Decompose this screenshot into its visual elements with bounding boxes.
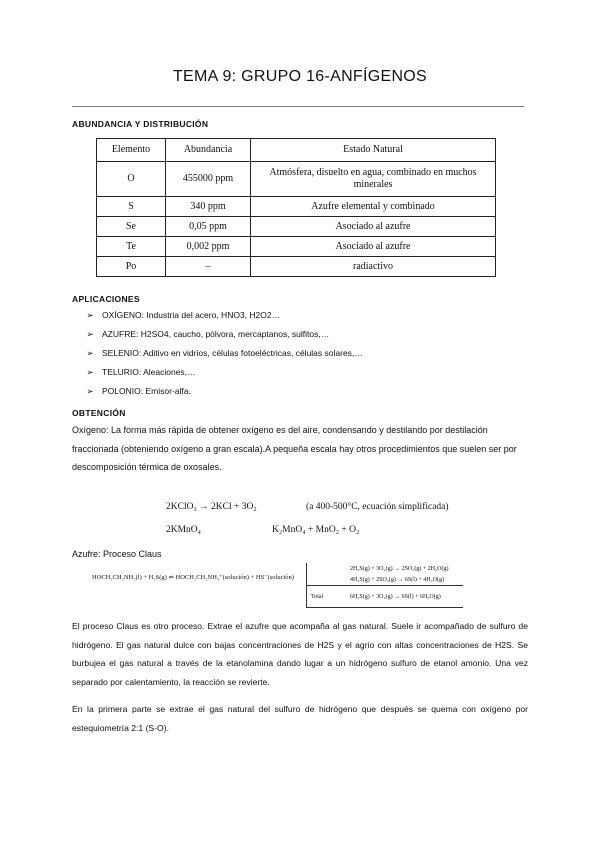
abundance-table bbox=[96, 138, 496, 277]
azufre-label: Azufre: Proceso Claus bbox=[72, 549, 162, 559]
cell-abundance: 455000 ppm bbox=[166, 162, 251, 197]
table-row bbox=[97, 237, 496, 257]
cell-abundance: 0,05 ppm bbox=[166, 217, 251, 237]
cell-element: Po bbox=[97, 257, 166, 277]
table-row bbox=[97, 162, 496, 197]
equation-kmno4-right: K₂MnO₄ + MnO₂ + O₂ bbox=[272, 525, 360, 535]
table-row bbox=[97, 257, 496, 277]
cell-element: O bbox=[97, 162, 166, 197]
arrow-bullet-icon: ➢ bbox=[86, 329, 94, 339]
cell-natural-state: Asociado al azufre bbox=[251, 217, 496, 237]
list-item-text: POLONIO: Emisor-alfa. bbox=[102, 386, 191, 396]
arrow-bullet-icon: ➢ bbox=[86, 348, 94, 358]
cell-natural-state: Azufre elemental y combinado bbox=[251, 197, 496, 217]
cell-element: S bbox=[97, 197, 166, 217]
abundancia-heading: ABUNDANCIA Y DISTRIBUCIÓN bbox=[72, 119, 209, 129]
obtencion-heading: OBTENCIÓN bbox=[72, 408, 126, 418]
header-abundancia: Abundancia bbox=[166, 139, 251, 162]
arrow-bullet-icon: ➢ bbox=[86, 386, 94, 396]
cell-element: Se bbox=[97, 217, 166, 237]
title-divider bbox=[72, 106, 524, 107]
arrow-bullet-icon: ➢ bbox=[86, 367, 94, 377]
aplicaciones-list bbox=[78, 309, 363, 404]
list-item bbox=[78, 366, 363, 385]
header-elemento: Elemento bbox=[97, 139, 166, 162]
cell-natural-state: radiactivo bbox=[251, 257, 496, 277]
aplicaciones-heading: APLICACIONES bbox=[72, 294, 140, 304]
cell-element: Te bbox=[97, 237, 166, 257]
claus-reaction-2: 4H₂S(g) + 2SO₂(g) → 6S(l) + 4H₂O(g) bbox=[350, 577, 445, 583]
cell-natural-state: Asociado al azufre bbox=[251, 237, 496, 257]
equation-kclo3-note: (a 400-500°C, ecuación simplificada) bbox=[306, 502, 449, 512]
list-item-text: OXÍGENO: Industria del acero, HNO3, H2O2… bbox=[102, 310, 281, 320]
cell-natural-state: Atmósfera, disuelto en agua, combinado en muchos minerales bbox=[251, 162, 496, 197]
list-item-text: AZUFRE: H2SO4, caucho, pólvora, mercaptanos, sulfitos,… bbox=[102, 329, 330, 339]
cell-abundance: 0,002 ppm bbox=[166, 237, 251, 257]
list-item bbox=[78, 309, 363, 328]
equation-kmno4-left: 2KMnO₄ bbox=[166, 525, 201, 535]
claus-absorption-equation: HOCH₂CH₂NH₂(l) + H₂S(g) ⇌ HOCH₂CH₂NH₃⁺(solución) + HS⁻(solución) bbox=[92, 574, 294, 581]
equation-kclo3-left: 2KClO₃ → 2KCl + 3O₂ bbox=[166, 502, 257, 512]
header-estado-natural: Estado Natural bbox=[251, 139, 496, 162]
arrow-bullet-icon: ➢ bbox=[86, 310, 94, 320]
claus-total-reaction: 6H₂S(g) + 3O₂(g) → 6S(l) + 6H₂O(g) bbox=[350, 594, 441, 600]
oxigeno-paragraph: Oxígeno: La forma más rápida de obtener oxígeno es del aire, condensando y destilando por destilación fraccionada (obteniendo oxígeno a gran escala).A pequeña escala hay otros procedimientos que suelen ser por descomposición térmica de oxosales. bbox=[72, 425, 517, 472]
cell-abundance: 340 ppm bbox=[166, 197, 251, 217]
claus-total-label: Total bbox=[311, 594, 324, 600]
list-item-text: SELENIO: Aditivo en vidrios, células fotoeléctricas, células solares,… bbox=[102, 348, 363, 358]
claus-paragraph-2: En la primera parte se extrae el gas natural del sulfuro de hidrógeno que después se quema con oxígeno por estequiometría 2:1 (S-O). bbox=[72, 704, 528, 733]
claus-reaction-1: 2H₂S(g) + 3O₂(g) → 2SO₂(g) + 2H₂O(g) bbox=[350, 566, 449, 572]
cell-abundance: – bbox=[166, 257, 251, 277]
table-row bbox=[97, 217, 496, 237]
list-item-text: TELURIO: Aleaciones,… bbox=[102, 367, 196, 377]
page-title: TEMA 9: GRUPO 16-ANFÍGENOS bbox=[172, 68, 428, 85]
table-row bbox=[97, 197, 496, 217]
claus-box-divider bbox=[307, 585, 463, 586]
list-item bbox=[78, 347, 363, 366]
table-header-row bbox=[97, 139, 496, 162]
claus-paragraph-1: El proceso Claus es otro proceso. Extrae el azufre que acompaña al gas natural. Suele ir acompañado de sulfuro de hidrógeno. El gas natural dulce con bajas concentraciones de H2S y el agrio con altas concentraciones de H2S. Se burbujea el gas natural a través de la etanolamina dando lugar a un hidrógeno sulfuro de etanol amonio. Una vez separado por calentamiento, la reacción se revierte. bbox=[72, 621, 528, 687]
list-item bbox=[78, 385, 363, 404]
list-item bbox=[78, 328, 363, 347]
